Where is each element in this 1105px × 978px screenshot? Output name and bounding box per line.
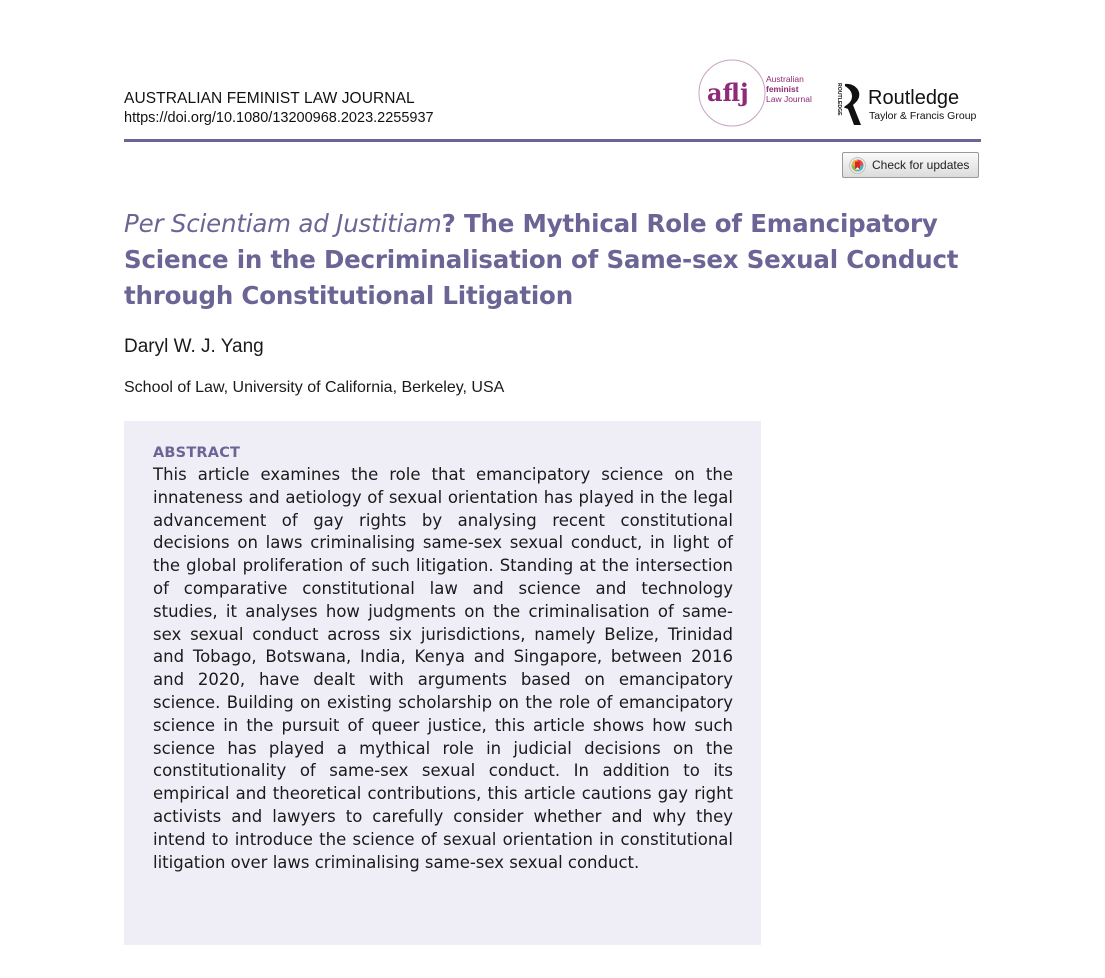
author-affiliation: School of Law, University of California, Berkeley, USA xyxy=(124,379,505,396)
routledge-name: Routledge xyxy=(868,87,960,109)
author-name[interactable]: Daryl W. J. Yang xyxy=(124,336,264,357)
doi-link[interactable]: https://doi.org/10.1080/13200968.2023.2255937 xyxy=(124,110,434,126)
journal-name: AUSTRALIAN FEMINIST LAW JOURNAL xyxy=(124,90,415,107)
aflj-logo-line1: Australian xyxy=(766,74,804,84)
routledge-group: Taylor & Francis Group xyxy=(869,110,977,122)
aflj-logo-abbrev: aflj xyxy=(707,78,749,107)
aflj-logo xyxy=(697,58,815,128)
article-title xyxy=(124,206,994,314)
routledge-mark-text: ROUTLEDGE xyxy=(836,83,842,116)
aflj-logo-line2: feminist xyxy=(766,84,799,94)
check-for-updates-label: Check for updates xyxy=(872,158,970,172)
abstract-text: This article examines the role that emancipatory science on the innateness and aetiology of sexual orientation has played in the legal advancement of gay rights by analysing recent constitutional decisions on laws criminalising same-sex sexual conduct, in light of the global proliferation of such litigation. Standing at the intersection of comparative constitutional law and science and technology studies, it analyses how judgments on the criminalisation of same-sex sexual conduct across six jurisdictions, namely Belize, Trinidad and Tobago, Botswana, India, Kenya and Singapore, between 2016 and 2020, have dealt with arguments based on emancipatory science. Building on existing scholarship on the role of emancipatory science in the pursuit of queer justice, this article shows how such science has played a mythical role in judicial decisions on the constitutionality of same-sex sexual conduct. In addition to its empirical and theoretical contributions, this article cautions gay right activists and lawyers to carefully consider whether and why they intend to introduce the science of sexual orientation in constitutional litigation over laws criminalising same-sex sexual conduct. xyxy=(153,465,733,872)
routledge-logo xyxy=(832,82,984,128)
check-for-updates-button[interactable] xyxy=(842,152,979,178)
crossmark-icon xyxy=(849,157,866,174)
article-title-italic: Per Scientiam ad Justitiam xyxy=(124,209,442,238)
article-title-rest: ? The Mythical Role of Emancipatory Science in the Decriminalisation of Same-sex Sexual Conduct through Constitutional Litigation xyxy=(124,209,959,310)
aflj-logo-line3: Law Journal xyxy=(766,94,812,104)
abstract-heading: ABSTRACT xyxy=(153,445,241,461)
header-rule xyxy=(124,139,981,142)
routledge-head-icon xyxy=(844,84,861,125)
